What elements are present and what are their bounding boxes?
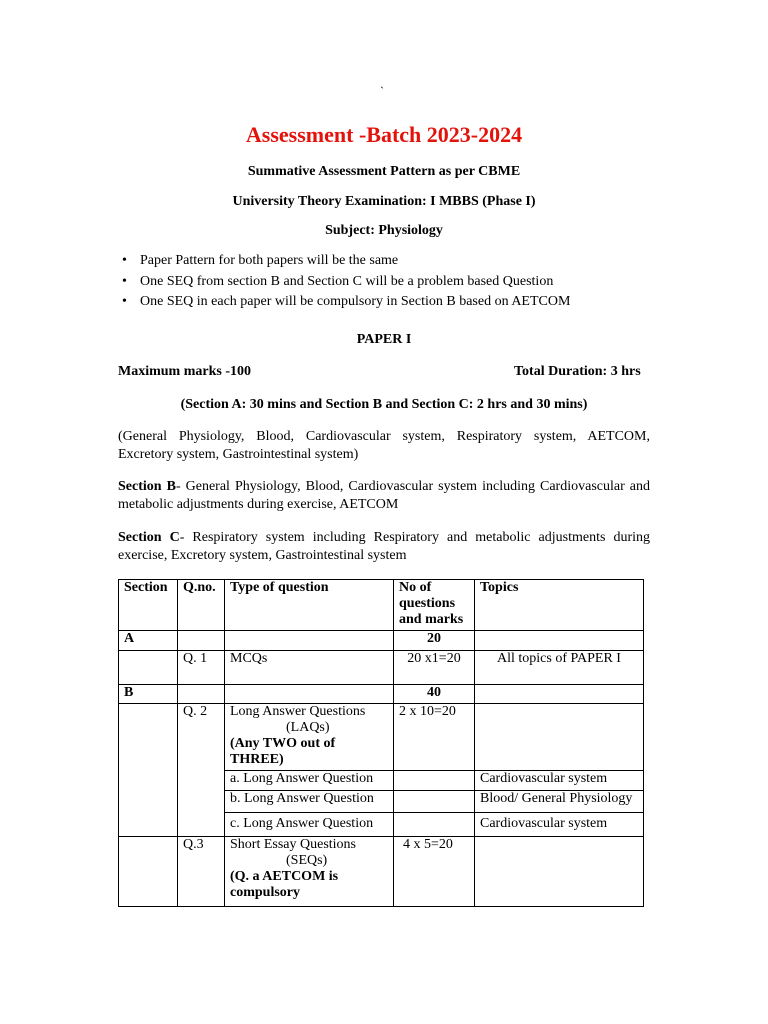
section-b-marks: 40 [394, 685, 475, 704]
q2c-topics: Cardiovascular system [475, 813, 644, 837]
bullet-list [140, 252, 570, 314]
q2b-topics: Blood/ General Physiology [475, 791, 644, 813]
table-row [119, 837, 644, 907]
bullet-item: • One SEQ from section B and Section C will be a problem based Question [140, 273, 570, 294]
section-b-paragraph [118, 478, 650, 514]
q1-marks: 20 x1=20 [394, 651, 475, 685]
q2a-topics: Cardiovascular system [475, 771, 644, 791]
table-row [119, 704, 644, 771]
paper-heading: PAPER I [356, 332, 412, 347]
section-times: (Section A: 30 mins and Section B and Section C: 2 hrs and 30 mins) [180, 397, 588, 412]
q3-type-cell [225, 837, 394, 907]
section-b-label: Section B [118, 479, 176, 494]
stray-mark: ` [380, 84, 384, 98]
q3-note: (Q. a AETCOM is compulsory [230, 869, 339, 900]
table-header-row [119, 580, 644, 631]
subtitle-subject: Subject: Physiology [325, 223, 443, 238]
q2b-type: b. Long Answer Question [225, 791, 394, 813]
q1-type: MCQs [225, 651, 394, 685]
q2-number: Q. 2 [178, 704, 225, 837]
q2c-type: c. Long Answer Question [225, 813, 394, 837]
q3-type: Short Essay Questions [230, 837, 356, 852]
subtitle-assessment-pattern: Summative Assessment Pattern as per CBME [247, 164, 521, 179]
section-a-label: A [119, 631, 178, 651]
q1-number: Q. 1 [178, 651, 225, 685]
section-c-paragraph [118, 529, 650, 565]
section-a-marks: 20 [394, 631, 475, 651]
subtitle-examination: University Theory Examination: I MBBS (Phase I) [232, 194, 536, 209]
question-pattern-table [118, 579, 644, 907]
q2-type-abbr: (LAQs) [286, 720, 330, 735]
header-topics: Topics [475, 580, 644, 631]
maximum-marks: Maximum marks -100 [118, 364, 251, 379]
topics-paragraph: (General Physiology, Blood, Cardiovascular system, Respiratory system, AETCOM, Excretory system, Gastrointestinal system) [118, 429, 650, 462]
header-section: Section [119, 580, 178, 631]
table-row [119, 631, 644, 651]
section-b-label-cell: B [119, 685, 178, 704]
table-row [119, 685, 644, 704]
header-qno: Q.no. [178, 580, 225, 631]
bullet-item: • Paper Pattern for both papers will be the same [140, 252, 570, 273]
bullet-item: • One SEQ in each paper will be compulsory in Section B based on AETCOM [140, 293, 570, 314]
q3-number: Q.3 [178, 837, 225, 907]
q2-type: Long Answer Questions [230, 704, 366, 719]
q2a-type: a. Long Answer Question [225, 771, 394, 791]
q2-marks: 2 x 10=20 [394, 704, 475, 771]
q3-marks: 4 x 5=20 [394, 837, 475, 907]
section-c-text: - Respiratory system including Respiratory and metabolic adjustments during exercise, Excretory system, Gastrointestinal system [118, 530, 650, 563]
table-row [119, 651, 644, 685]
header-marks: No of questions and marks [394, 580, 475, 631]
q2-note: (Any TWO out of THREE) [230, 736, 336, 767]
header-type: Type of question [225, 580, 394, 631]
total-duration: Total Duration: 3 hrs [514, 364, 641, 379]
q1-topics: All topics of PAPER I [475, 651, 644, 685]
q2-type-cell [225, 704, 394, 771]
document-title: Assessment -Batch 2023-2024 [245, 122, 523, 147]
section-b-text: - General Physiology, Blood, Cardiovascular system including Cardiovascular and metabolic adjustments during exercise, AETCOM [118, 479, 651, 512]
q3-type-abbr: (SEQs) [286, 853, 328, 868]
section-c-label: Section C [118, 530, 180, 545]
